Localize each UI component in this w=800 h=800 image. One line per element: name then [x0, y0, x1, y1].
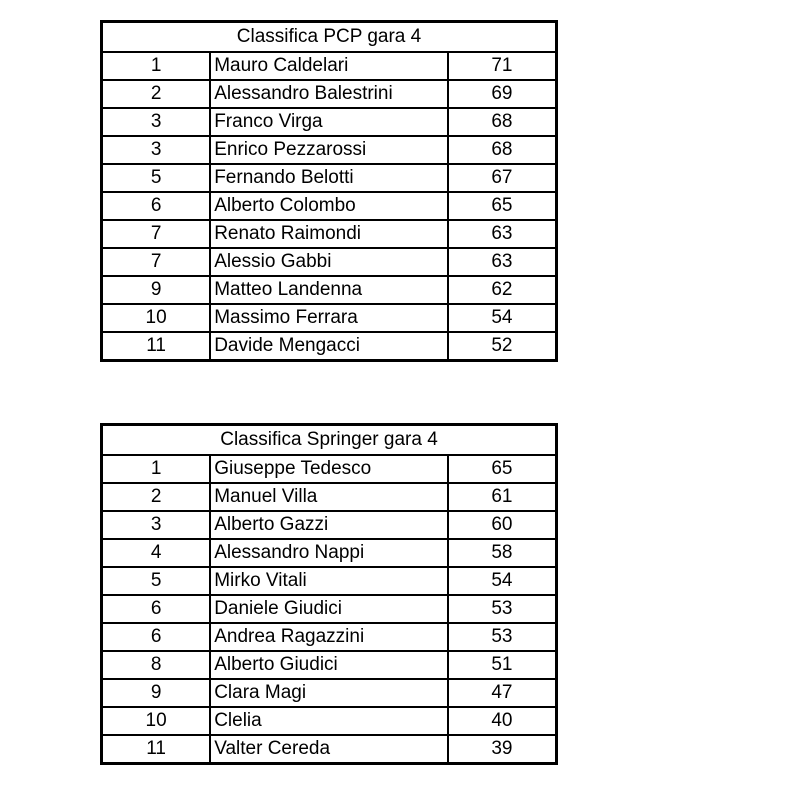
table-row — [102, 623, 557, 651]
rank-cell: 4 — [102, 539, 211, 567]
table-row — [102, 483, 557, 511]
table-title: Classifica Springer gara 4 — [102, 425, 557, 456]
name-cell: Andrea Ragazzini — [210, 623, 448, 651]
table-row — [102, 539, 557, 567]
name-cell: Valter Cereda — [210, 735, 448, 764]
score-cell: 62 — [448, 276, 557, 304]
table-row — [102, 192, 557, 220]
table-row — [102, 707, 557, 735]
rank-cell: 10 — [102, 707, 211, 735]
rank-cell: 6 — [102, 595, 211, 623]
rank-cell: 1 — [102, 455, 211, 483]
rank-cell: 6 — [102, 623, 211, 651]
rank-cell: 2 — [102, 80, 211, 108]
score-cell: 63 — [448, 220, 557, 248]
table-header-row — [102, 22, 557, 53]
score-cell: 39 — [448, 735, 557, 764]
score-cell: 60 — [448, 511, 557, 539]
rank-cell: 5 — [102, 567, 211, 595]
name-cell: Alberto Giudici — [210, 651, 448, 679]
rank-cell: 7 — [102, 248, 211, 276]
rank-cell: 9 — [102, 276, 211, 304]
name-cell: Fernando Belotti — [210, 164, 448, 192]
table-row — [102, 136, 557, 164]
table-row — [102, 304, 557, 332]
name-cell: Manuel Villa — [210, 483, 448, 511]
table-row — [102, 735, 557, 764]
name-cell: Enrico Pezzarossi — [210, 136, 448, 164]
rank-cell: 6 — [102, 192, 211, 220]
score-cell: 52 — [448, 332, 557, 361]
rank-cell: 7 — [102, 220, 211, 248]
rank-cell: 3 — [102, 136, 211, 164]
name-cell: Alessandro Nappi — [210, 539, 448, 567]
score-cell: 68 — [448, 136, 557, 164]
score-cell: 63 — [448, 248, 557, 276]
name-cell: Mauro Caldelari — [210, 52, 448, 80]
name-cell: Alberto Gazzi — [210, 511, 448, 539]
table-row — [102, 248, 557, 276]
score-cell: 40 — [448, 707, 557, 735]
score-cell: 69 — [448, 80, 557, 108]
table-row — [102, 80, 557, 108]
name-cell: Clelia — [210, 707, 448, 735]
score-cell: 54 — [448, 567, 557, 595]
score-cell: 54 — [448, 304, 557, 332]
name-cell: Franco Virga — [210, 108, 448, 136]
rank-cell: 9 — [102, 679, 211, 707]
rank-cell: 1 — [102, 52, 211, 80]
score-cell: 53 — [448, 623, 557, 651]
rank-cell: 3 — [102, 108, 211, 136]
rank-cell: 3 — [102, 511, 211, 539]
table-row — [102, 455, 557, 483]
name-cell: Giuseppe Tedesco — [210, 455, 448, 483]
table-row — [102, 52, 557, 80]
name-cell: Davide Mengacci — [210, 332, 448, 361]
name-cell: Daniele Giudici — [210, 595, 448, 623]
score-cell: 61 — [448, 483, 557, 511]
score-cell: 53 — [448, 595, 557, 623]
score-cell: 68 — [448, 108, 557, 136]
table-row — [102, 679, 557, 707]
table-row — [102, 276, 557, 304]
name-cell: Renato Raimondi — [210, 220, 448, 248]
pcp-ranking-table — [100, 20, 558, 362]
table-row — [102, 220, 557, 248]
rank-cell: 5 — [102, 164, 211, 192]
table-row — [102, 108, 557, 136]
rank-cell: 2 — [102, 483, 211, 511]
rank-cell: 11 — [102, 332, 211, 361]
name-cell: Matteo Landenna — [210, 276, 448, 304]
score-cell: 58 — [448, 539, 557, 567]
name-cell: Alberto Colombo — [210, 192, 448, 220]
rank-cell: 8 — [102, 651, 211, 679]
score-cell: 65 — [448, 192, 557, 220]
score-cell: 71 — [448, 52, 557, 80]
name-cell: Alessandro Balestrini — [210, 80, 448, 108]
table-row — [102, 651, 557, 679]
score-cell: 51 — [448, 651, 557, 679]
table-row — [102, 567, 557, 595]
table-title: Classifica PCP gara 4 — [102, 22, 557, 53]
name-cell: Clara Magi — [210, 679, 448, 707]
score-cell: 65 — [448, 455, 557, 483]
table-row — [102, 595, 557, 623]
table-row — [102, 164, 557, 192]
score-cell: 47 — [448, 679, 557, 707]
table-row — [102, 511, 557, 539]
springer-ranking-table — [100, 423, 558, 765]
table-header-row — [102, 425, 557, 456]
name-cell: Alessio Gabbi — [210, 248, 448, 276]
rank-cell: 10 — [102, 304, 211, 332]
name-cell: Massimo Ferrara — [210, 304, 448, 332]
name-cell: Mirko Vitali — [210, 567, 448, 595]
rank-cell: 11 — [102, 735, 211, 764]
table-row — [102, 332, 557, 361]
score-cell: 67 — [448, 164, 557, 192]
